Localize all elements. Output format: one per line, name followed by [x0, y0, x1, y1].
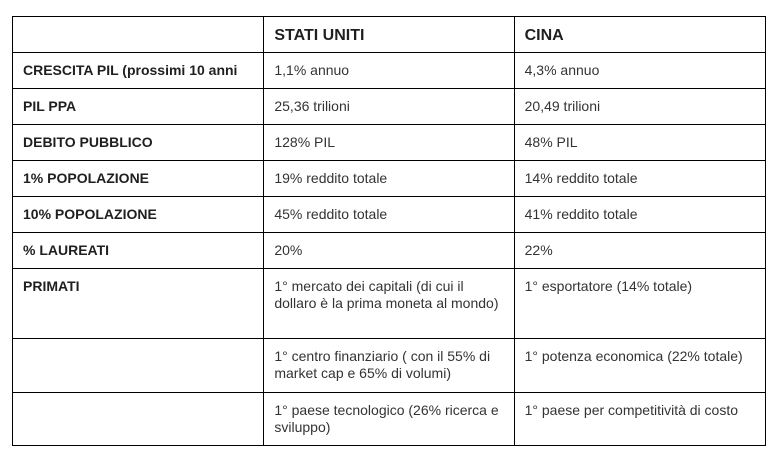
cina-value: 1° potenza economica (22% totale) — [514, 339, 765, 393]
usa-value: 1° centro finanziario ( con il 55% di market cap e 65% di volumi) — [264, 339, 514, 393]
table-row — [13, 125, 766, 161]
cina-value: 1° esportatore (14% totale) — [514, 269, 765, 339]
usa-value: 20% — [264, 233, 514, 269]
table-row — [13, 53, 766, 89]
usa-value: 25,36 trilioni — [264, 89, 514, 125]
comparison-table — [12, 16, 766, 446]
header-usa: STATI UNITI — [264, 17, 514, 53]
row-label: PIL PPA — [13, 89, 264, 125]
header-row — [13, 17, 766, 53]
table-row — [13, 161, 766, 197]
header-cina: CINA — [514, 17, 765, 53]
usa-value: 19% reddito totale — [264, 161, 514, 197]
usa-value: 1,1% annuo — [264, 53, 514, 89]
usa-value: 45% reddito totale — [264, 197, 514, 233]
row-label: 10% POPOLAZIONE — [13, 197, 264, 233]
cina-value: 20,49 trilioni — [514, 89, 765, 125]
cina-value: 41% reddito totale — [514, 197, 765, 233]
header-empty — [13, 17, 264, 53]
table-row — [13, 269, 766, 339]
row-label: % LAUREATI — [13, 233, 264, 269]
row-label — [13, 393, 264, 446]
row-label: 1% POPOLAZIONE — [13, 161, 264, 197]
cina-value: 1° paese per competitività di costo — [514, 393, 765, 446]
row-label — [13, 339, 264, 393]
table-row — [13, 233, 766, 269]
cina-value: 48% PIL — [514, 125, 765, 161]
comparison-table-container — [12, 16, 766, 446]
usa-value: 1° mercato dei capitali (di cui il dollaro è la prima moneta al mondo) — [264, 269, 514, 339]
cina-value: 22% — [514, 233, 765, 269]
row-label: CRESCITA PIL (prossimi 10 anni — [13, 53, 264, 89]
usa-value: 1° paese tecnologico (26% ricerca e sviluppo) — [264, 393, 514, 446]
table-row — [13, 339, 766, 393]
row-label: DEBITO PUBBLICO — [13, 125, 264, 161]
table-row — [13, 89, 766, 125]
cina-value: 14% reddito totale — [514, 161, 765, 197]
table-row — [13, 393, 766, 446]
cina-value: 4,3% annuo — [514, 53, 765, 89]
row-label: PRIMATI — [13, 269, 264, 339]
table-row — [13, 197, 766, 233]
usa-value: 128% PIL — [264, 125, 514, 161]
